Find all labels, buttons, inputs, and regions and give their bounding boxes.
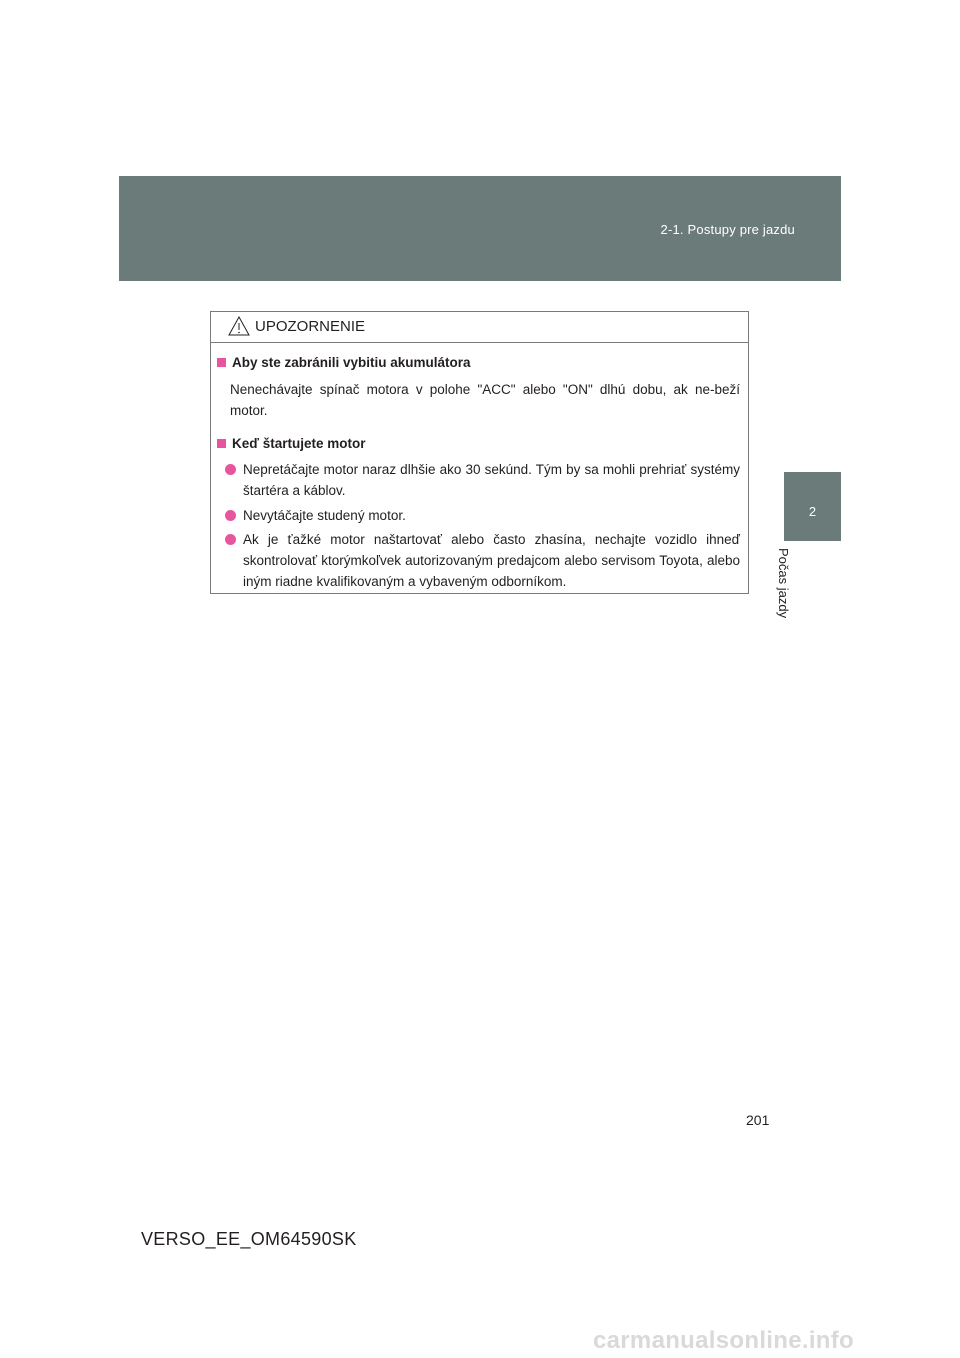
warning-triangle-icon <box>228 316 250 336</box>
section-title: 2-1. Postupy pre jazdu <box>660 222 795 237</box>
warning-title: UPOZORNENIE <box>255 318 366 335</box>
chapter-label-wrap <box>776 548 808 632</box>
round-bullet-icon <box>225 510 236 521</box>
section-heading-start <box>217 436 365 451</box>
chapter-label: Počas jazdy <box>776 548 791 619</box>
warning-header <box>211 312 748 343</box>
round-bullet-icon <box>225 464 236 475</box>
chapter-tab <box>784 472 841 541</box>
watermark: carmanualsonline.info <box>593 1327 855 1354</box>
warning-box <box>210 311 749 594</box>
list-item-text: Ak je ťažké motor naštartovať alebo často zhasína, nechajte vozidlo ihneď skontrolovať ktorýmkoľvek autorizovaným predajcom alebo servisom Toyota, alebo iným riadne kvalifikovaným a vybaveným odborníkom. <box>243 532 740 589</box>
list-item <box>225 529 740 592</box>
page-number: 201 <box>746 1112 770 1128</box>
list-item-text: Nepretáčajte motor naraz dlhšie ako 30 sekúnd. Tým by sa mohli prehriať systémy štartéra a káblov. <box>243 462 740 498</box>
list-item <box>225 459 740 501</box>
section-heading-battery <box>217 355 471 370</box>
chapter-number: 2 <box>808 504 817 519</box>
square-bullet-icon <box>217 439 226 448</box>
warning-body <box>211 343 748 593</box>
round-bullet-icon <box>225 534 236 545</box>
battery-paragraph: Nenechávajte spínač motora v polohe "ACC" alebo "ON" dlhú dobu, ak ne-beží motor. <box>230 382 740 418</box>
section-heading-text: Keď štartujete motor <box>232 436 366 451</box>
header-band <box>119 176 841 281</box>
list-item-text: Nevytáčajte studený motor. <box>243 508 406 523</box>
section-heading-text: Aby ste zabránili vybitiu akumulátora <box>232 355 471 370</box>
square-bullet-icon <box>217 358 226 367</box>
list-item <box>225 505 740 526</box>
document-code: VERSO_EE_OM64590SK <box>141 1229 357 1249</box>
